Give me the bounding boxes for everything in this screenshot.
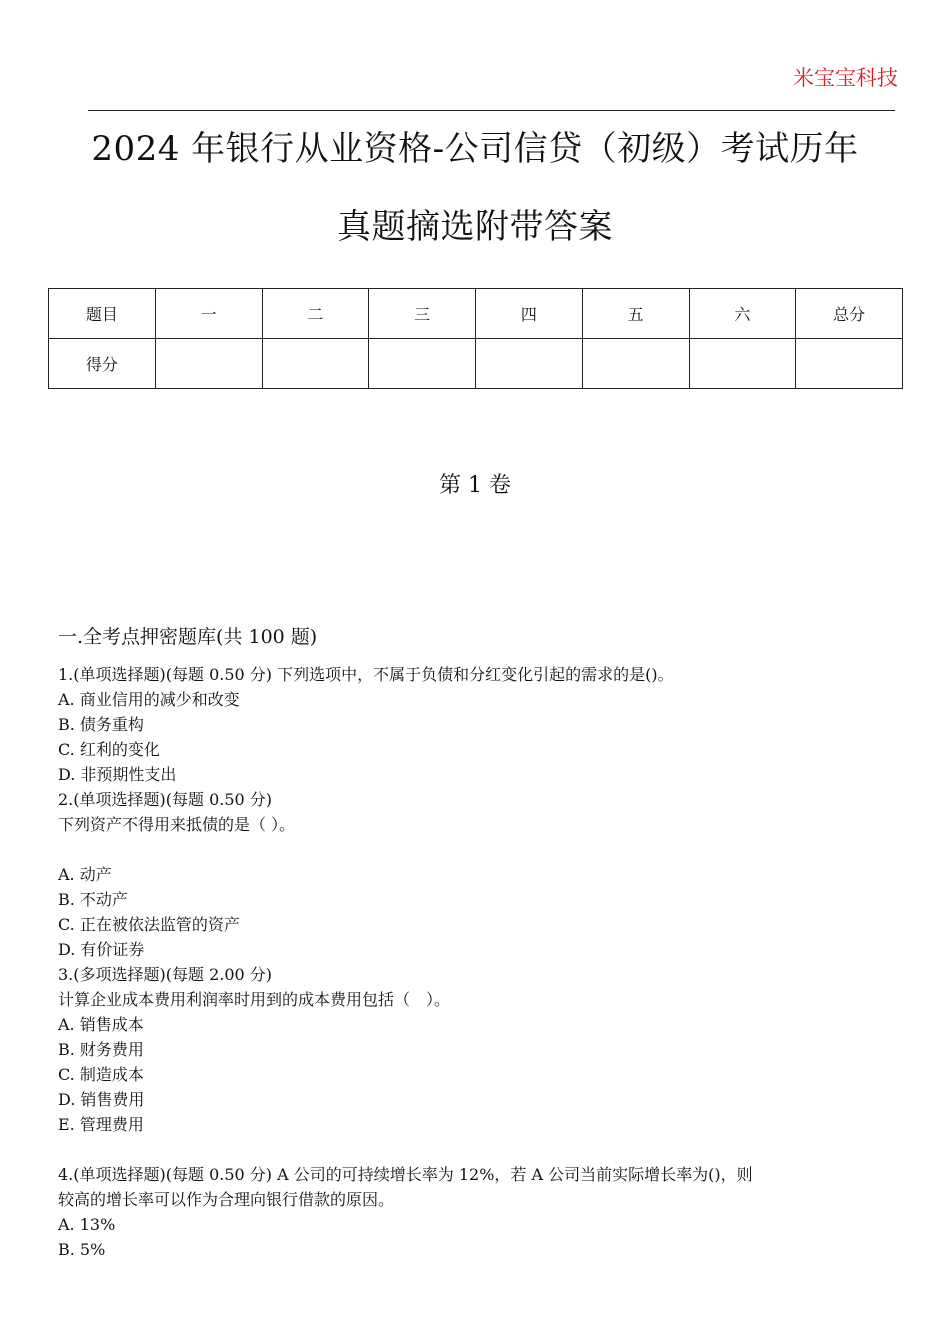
- header-cell-3: 三: [369, 289, 476, 339]
- question-line: 1.(单项选择题)(每题 0.50 分) 下列选项中，不属于负债和分红变化引起的需求的是()。: [58, 665, 674, 684]
- score-cell: [582, 339, 689, 389]
- header-cell-4: 四: [476, 289, 583, 339]
- question-line: 2.(单项选择题)(每题 0.50 分): [58, 790, 273, 809]
- title-line-2: 真题摘选附带答案: [337, 207, 613, 247]
- header-cell-1: 一: [155, 289, 262, 339]
- question-list: [58, 662, 898, 1262]
- option-line: D. 非预期性支出: [58, 765, 177, 784]
- score-row-label: 得分: [49, 339, 156, 389]
- option-line: C. 红利的变化: [58, 740, 160, 759]
- score-table-header-row: [49, 289, 903, 339]
- option-line: B. 不动产: [58, 890, 128, 909]
- blank-line: [58, 837, 898, 862]
- option-line: B. 5%: [58, 1240, 106, 1259]
- option-line: C. 制造成本: [58, 1065, 144, 1084]
- header-cell-5: 五: [582, 289, 689, 339]
- option-line: C. 正在被依法监管的资产: [58, 915, 240, 934]
- blank-line: [58, 1137, 898, 1162]
- volume-heading: 第 1 卷: [439, 473, 511, 498]
- option-line: E. 管理费用: [58, 1115, 144, 1134]
- score-cell: [689, 339, 796, 389]
- header-cell-6: 六: [689, 289, 796, 339]
- option-line: A. 13%: [58, 1215, 116, 1234]
- question-line: 4.(单项选择题)(每题 0.50 分) A 公司的可持续增长率为 12%，若 A 公司当前实际增长率为()，则: [58, 1165, 753, 1184]
- option-line: B. 债务重构: [58, 715, 144, 734]
- option-line: D. 有价证券: [58, 940, 145, 959]
- option-line: A. 商业信用的减少和改变: [58, 690, 240, 709]
- score-cell: [262, 339, 369, 389]
- score-table: [48, 288, 903, 389]
- header-cell-total: 总分: [796, 289, 903, 339]
- brand-watermark: 米宝宝科技: [793, 66, 898, 90]
- option-line: D. 销售费用: [58, 1090, 145, 1109]
- header-cell-item: 题目: [49, 289, 156, 339]
- question-line: 下列资产不得用来抵债的是（ ）。: [58, 815, 296, 834]
- section-heading: 一.全考点押密题库(共 100 题): [58, 626, 318, 648]
- question-line: 较高的增长率可以作为合理向银行借款的原因。: [58, 1190, 395, 1209]
- question-line: 计算企业成本费用利润率时用到的成本费用包括（ ）。: [58, 990, 451, 1009]
- score-cell: [369, 339, 476, 389]
- header-cell-2: 二: [262, 289, 369, 339]
- question-line: 3.(多项选择题)(每题 2.00 分): [58, 965, 273, 984]
- document-title: [40, 110, 910, 266]
- option-line: B. 财务费用: [58, 1040, 144, 1059]
- option-line: A. 销售成本: [58, 1015, 144, 1034]
- score-cell: [155, 339, 262, 389]
- score-table-score-row: [49, 339, 903, 389]
- score-cell: [476, 339, 583, 389]
- title-line-1: 2024 年银行从业资格-公司信贷（初级）考试历年: [91, 129, 859, 169]
- option-line: A. 动产: [58, 865, 112, 884]
- score-cell: [796, 339, 903, 389]
